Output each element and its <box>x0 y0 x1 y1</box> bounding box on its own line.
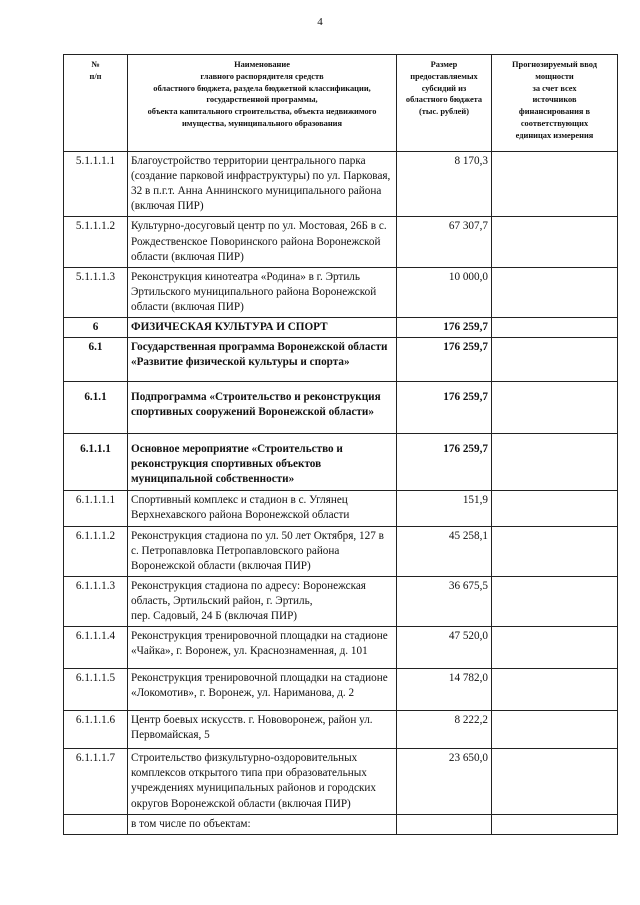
row-forecast <box>492 434 618 490</box>
row-forecast <box>492 711 618 749</box>
row-number: 5.1.1.1.2 <box>64 217 128 267</box>
row-number: 5.1.1.1.1 <box>64 152 128 217</box>
budget-table <box>63 54 618 835</box>
table-row <box>64 267 618 317</box>
row-name: Государственная программа Воронежской области «Развитие физической культуры и спорта» <box>128 338 397 382</box>
row-number: 6.1.1.1.1 <box>64 490 128 526</box>
table-row-program <box>64 338 618 382</box>
row-number: 6.1.1 <box>64 382 128 434</box>
row-forecast <box>492 749 618 814</box>
table-header-row <box>64 55 618 152</box>
row-name: Центр боевых искусств. г. Нововоронеж, район ул. Первомайская, 5 <box>128 711 397 749</box>
table-row <box>64 576 618 626</box>
table-row <box>64 152 618 217</box>
row-number: 6.1 <box>64 338 128 382</box>
page-number: 4 <box>317 16 323 28</box>
row-forecast <box>492 217 618 267</box>
table-row <box>64 217 618 267</box>
table-row-section <box>64 318 618 338</box>
row-forecast <box>492 627 618 669</box>
row-number: 5.1.1.1.3 <box>64 267 128 317</box>
row-number <box>64 814 128 834</box>
table-row <box>64 526 618 576</box>
row-forecast <box>492 318 618 338</box>
row-forecast <box>492 267 618 317</box>
row-amount: 176 259,7 <box>397 382 492 434</box>
row-amount: 10 000,0 <box>397 267 492 317</box>
table-row <box>64 749 618 814</box>
row-amount: 176 259,7 <box>397 434 492 490</box>
row-name: Культурно-досуговый центр по ул. Мостовая, 26Б в с. Рождественское Поворинского района Воронежской области (включая ПИР) <box>128 217 397 267</box>
row-name: Реконструкция стадиона по ул. 50 лет Октября, 127 в с. Петропавловка Петропавловского района Воронежской области (включая ПИР) <box>128 526 397 576</box>
row-number: 6.1.1.1.5 <box>64 669 128 711</box>
row-name: Подпрограмма «Строительство и реконструкция спортивных сооружений Воронежской области» <box>128 382 397 434</box>
row-name: Спортивный комплекс и стадион в с. Углянец Верхнехавского района Воронежской области <box>128 490 397 526</box>
row-amount: 8 222,2 <box>397 711 492 749</box>
row-number: 6.1.1.1.7 <box>64 749 128 814</box>
row-amount: 45 258,1 <box>397 526 492 576</box>
row-number: 6.1.1.1 <box>64 434 128 490</box>
row-name: Реконструкция тренировочной площадки на стадионе «Чайка», г. Воронеж, ул. Краснознаменная, д. 101 <box>128 627 397 669</box>
row-number: 6.1.1.1.6 <box>64 711 128 749</box>
row-number: 6.1.1.1.3 <box>64 576 128 626</box>
table-row <box>64 711 618 749</box>
table-row <box>64 490 618 526</box>
row-name: Реконструкция стадиона по адресу: Воронежская область, Эртильский район, г. Эртиль, пер. Садовый, 24 Б (включая ПИР) <box>128 576 397 626</box>
row-name: ФИЗИЧЕСКАЯ КУЛЬТУРА И СПОРТ <box>128 318 397 338</box>
row-amount: 151,9 <box>397 490 492 526</box>
row-name: в том числе по объектам: <box>128 814 397 834</box>
table-row-subprogram <box>64 382 618 434</box>
table-row-measure <box>64 434 618 490</box>
header-name: Наименование главного распорядителя средств областного бюджета, раздела бюджетной классификации, государственной программы, объекта капитального строительства, объекта недвижимого имущества, муниципального образования <box>128 55 397 152</box>
row-name: Реконструкция тренировочной площадки на стадионе «Локомотив», г. Воронеж, ул. Нариманова, д. 2 <box>128 669 397 711</box>
row-amount: 36 675,5 <box>397 576 492 626</box>
table-row <box>64 669 618 711</box>
row-forecast <box>492 576 618 626</box>
row-amount: 176 259,7 <box>397 338 492 382</box>
row-forecast <box>492 152 618 217</box>
row-name: Реконструкция кинотеатра «Родина» в г. Эртиль Эртильского муниципального района Воронежской области (включая ПИР) <box>128 267 397 317</box>
row-forecast <box>492 669 618 711</box>
row-number: 6.1.1.1.4 <box>64 627 128 669</box>
row-number: 6 <box>64 318 128 338</box>
row-forecast <box>492 382 618 434</box>
row-forecast <box>492 814 618 834</box>
row-amount: 23 650,0 <box>397 749 492 814</box>
header-number: № п/п <box>64 55 128 152</box>
table-row <box>64 627 618 669</box>
row-name: Строительство физкультурно-оздоровительных комплексов открытого типа при образовательных учреждениях муниципальных районов и городских округов Воронежской области (включая ПИР) <box>128 749 397 814</box>
row-amount: 176 259,7 <box>397 318 492 338</box>
row-forecast <box>492 338 618 382</box>
row-amount: 14 782,0 <box>397 669 492 711</box>
row-amount: 47 520,0 <box>397 627 492 669</box>
header-forecast: Прогнозируемый ввод мощности за счет всех источников финансирования в соответствующих единицах измерения <box>492 55 618 152</box>
row-amount <box>397 814 492 834</box>
row-amount: 8 170,3 <box>397 152 492 217</box>
table-row-subheading <box>64 814 618 834</box>
row-forecast <box>492 490 618 526</box>
header-amount: Размер предоставляемых субсидий из областного бюджета (тыс. рублей) <box>397 55 492 152</box>
row-forecast <box>492 526 618 576</box>
row-amount: 67 307,7 <box>397 217 492 267</box>
row-name: Основное мероприятие «Строительство и реконструкция спортивных объектов муниципальной собственности» <box>128 434 397 490</box>
row-name: Благоустройство территории центрального парка (создание парковой инфраструктуры) по ул. Парковая, 32 в п.г.т. Анна Аннинского муниципального района (включая ПИР) <box>128 152 397 217</box>
row-number: 6.1.1.1.2 <box>64 526 128 576</box>
